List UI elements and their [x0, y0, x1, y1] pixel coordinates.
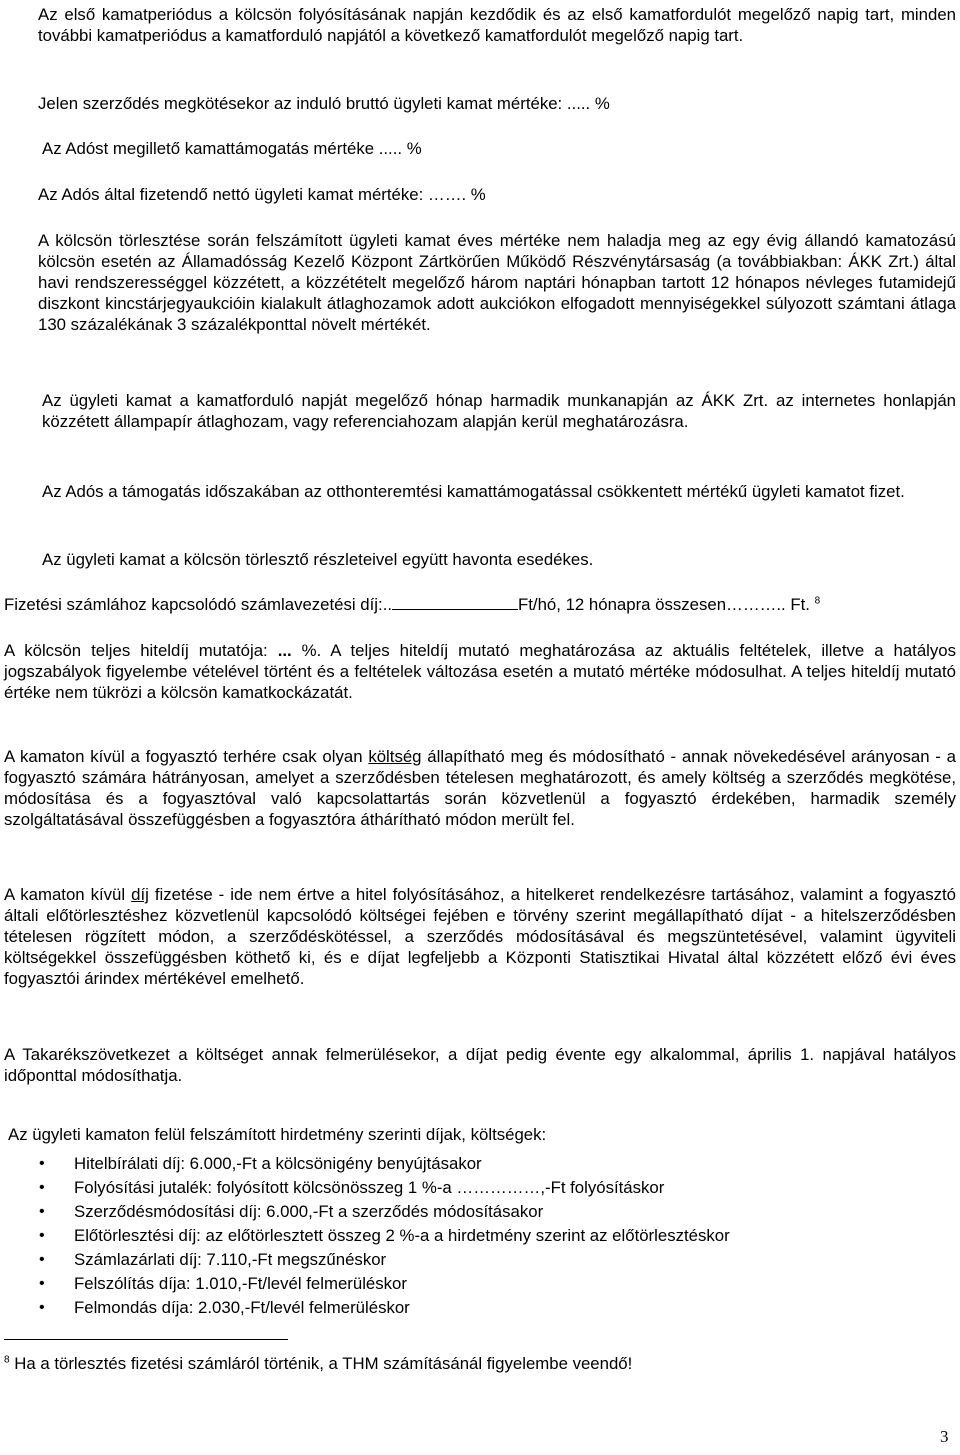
account-fee-line — [4, 594, 954, 615]
fee-list-intro: Az ügyleti kamaton felül felszámított hirdetmény szerinti díjak, költségek: — [8, 1125, 547, 1144]
fees-text-a: A kamaton kívül — [4, 885, 132, 904]
footnote-text: Ha a törlesztés fizetési számláról történik, a THM számításánál figyelembe veendő! — [14, 1354, 633, 1373]
paragraph-thm — [4, 640, 956, 703]
paragraph-rate-cap: A kölcsön törlesztése során felszámított ügyleti kamat éves mértéke nem haladja meg az egy évig állandó kamatozású kölcsön esetén az Államadósság Kezelő Központ Zártkörűen Működő Részvénytársaság (a továbbiakban: ÁKK Zrt.) által havi rendszerességgel közzétett, a közzétételt megelőző három naptári hónapban tartott 12 hónapos névleges futamidejű diszkont kincstárjegyaukcióin kialakult átlaghozamok adott aukciókon elfogadott mennyiségekkel súlyozott számtani átlaga 130 százalékának 3 százalékponttal növelt mértékét. — [38, 231, 956, 334]
costs-text-b: állapítható meg és módosítható - annak növekedésével arányosan - a fogyasztó számára hátrányosan, amelyet a szerződésben tételesen meghatározott, és amely költség a szerződés megkötése, módosítása és a fogyasztóval való kapcsolattartás során közvetlenül a fogyasztó érdekében, harmadik személy szolgáltatásával összefüggésben a fogyasztóra áthárítható módon merült fel. — [4, 747, 957, 829]
fee-list-item: • Felszólítás díja: 1.010,-Ft/levél felmerüléskor — [36, 1272, 936, 1296]
paragraph-subsidised-interest: Az Adós a támogatás időszakában az otthonteremtési kamattámogatással csökkentett mértékű ügyleti kamatot fizet. — [42, 482, 905, 501]
footnote-reference: 8 — [814, 595, 821, 607]
account-fee-blank — [392, 595, 518, 610]
paragraph-fees — [4, 884, 956, 989]
account-fee-after: Ft/hó, 12 hónapra összesen……….. Ft. — [518, 595, 810, 614]
paragraph-interest-period: Az első kamatperiódus a kölcsön folyósításának napján kezdődik és az első kamatfordulót megelőző napig tart, minden további kamatperiódus a kamatforduló napjától a következő kamatfordulót megelőző napig tart. — [38, 5, 956, 45]
page-number: 3 — [940, 1427, 949, 1446]
paragraph-subsidy-rate: Az Adóst megillető kamattámogatás mértéke ..... % — [42, 139, 422, 158]
paragraph-annual-change: A Takarékszövetkezet a költséget annak felmerülésekor, a díjat pedig évente egy alkalommal, április 1. napjával hatályos időponttal módosíthatja. — [4, 1045, 956, 1085]
costs-keyword: költség — [368, 747, 422, 766]
footnote-number: 8 — [4, 1354, 10, 1366]
footnote-separator — [4, 1339, 288, 1340]
thm-lead: A kölcsön teljes hiteldíj mutatója: — [4, 641, 278, 660]
fees-text-b: fizetése - ide nem értve a hitel folyósításához, a hitelkeret rendelkezésre tartásához, valamint a fogyasztó általi előtörlesztéshez közvetlenül kapcsolódó költségei fejében e törvény szerint megállapítható díjat - a hitelszerződésben tételesen rögzített módon, a szerződéskötéssel, a szerződés módosításával és megszüntetésével, valamint ügyviteli költségekkel összefüggésben köthető ki, és e díjat legfeljebb a Központi Statisztikai Hivatal által közzétett előző évi éves fogyasztói árindex mértékével emelhető. — [4, 885, 956, 988]
thm-value: ... — [277, 641, 292, 660]
paragraph-interest-due: Az ügyleti kamat a kölcsön törlesztő részleteivel együtt havonta esedékes. — [42, 550, 594, 569]
fee-list-item: • Folyósítási jutalék: folyósított kölcsönösszeg 1 %-a ……………,-Ft folyósításkor — [36, 1176, 936, 1200]
paragraph-net-rate: Az Adós által fizetendő nettó ügyleti kamat mértéke: ……. % — [38, 185, 486, 204]
fee-list-item: • Felmondás díja: 2.030,-Ft/levél felmerüléskor — [36, 1296, 936, 1320]
fee-list-item: • Hitelbírálati díj: 6.000,-Ft a kölcsönigény benyújtásakor — [36, 1152, 936, 1176]
costs-text-a: A kamaton kívül a fogyasztó terhére csak olyan — [4, 747, 369, 766]
fee-list — [36, 1152, 936, 1320]
footnote — [4, 1353, 944, 1374]
paragraph-rate-determination: Az ügyleti kamat a kamatforduló napját megelőző hónap harmadik munkanapján az ÁKK Zrt. az internetes honlapján közzétett állampapír átlaghozam, vagy referenciahozam alapján kerül meghatározásra. — [42, 391, 956, 431]
fee-list-item: • Szerződésmódosítási díj: 6.000,-Ft a szerződés módosításakor — [36, 1200, 936, 1224]
fee-list-item: • Előtörlesztési díj: az előtörlesztett összeg 2 %-a a hirdetmény szerint az előtörlesztéskor — [36, 1224, 936, 1248]
fees-keyword: díj — [131, 885, 149, 904]
account-fee-dots: .. — [382, 595, 393, 614]
fee-list-item: • Számlazárlati díj: 7.110,-Ft megszűnéskor — [36, 1248, 936, 1272]
paragraph-gross-rate: Jelen szerződés megkötésekor az induló bruttó ügyleti kamat mértéke: ..... % — [38, 94, 610, 113]
account-fee-label: Fizetési számlához kapcsolódó számlavezetési díj: — [4, 595, 383, 614]
paragraph-costs — [4, 746, 956, 830]
thm-rest: %. A teljes hiteldíj mutató meghatározása az aktuális feltételek, illetve a hatályos jogszabályok figyelembe vételével történt és a feltételek változása esetén a mutató mértéke módosulhat. A teljes hiteldíj mutató értéke nem tükrözi a kölcsön kamatkockázatát. — [4, 641, 956, 702]
